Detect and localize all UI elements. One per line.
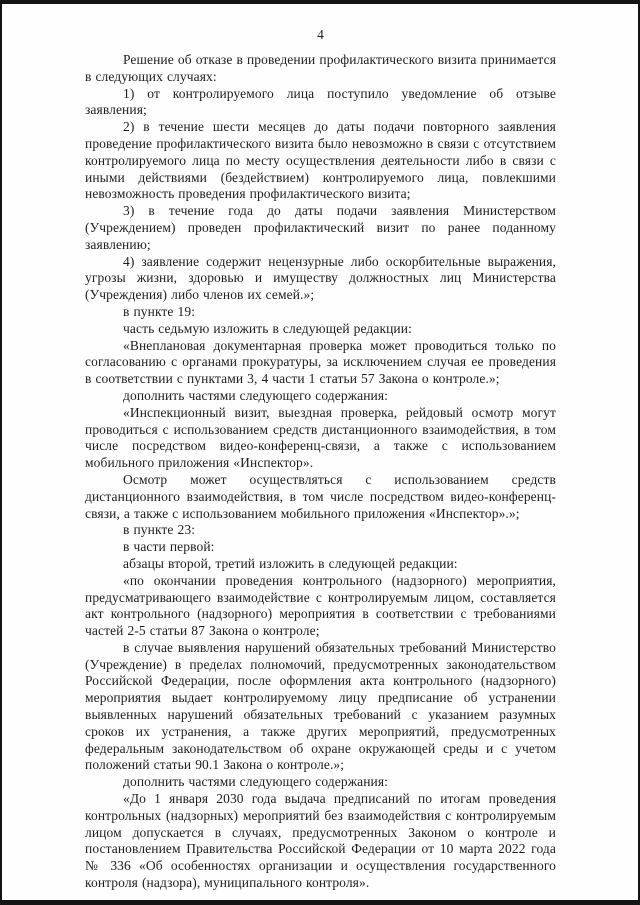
paragraph: «Внеплановая документарная проверка может проводиться только по согласованию с органами прокуратуры, за исключением случая ее проведения в соответствии с пунктами 3, 4 части 1 статьи 57 Закона о контроле.»; — [85, 337, 556, 387]
paragraph: «До 1 января 2030 года выдача предписаний по итогам проведения контрольных (надзорных) мероприятий без взаимодействия с контролируемым лицом допускается в случаях, предусмотренных Законом о контроле и постановлением Правительства Российской Федерации от 10 марта 2022 года № 336 «Об особенностях организации и осуществления государственного контроля (надзора), муниципального контроля». — [85, 791, 556, 891]
paragraph: дополнить частями следующего содержания: — [123, 774, 389, 790]
paragraph: 1) от контролируемого лица поступило уведомление об отзыве заявления; — [85, 85, 556, 118]
paragraph: Осмотр может осуществляться с использованием средств дистанционного взаимодействия, в том числе посредством видео-конференц-связи, а также с использованием мобильного приложения «Инспектор».»; — [85, 471, 556, 521]
paragraph: Решение об отказе в проведении профилактического визита принимается в следующих случаях: — [85, 52, 556, 84]
paragraph: в пункте 23: — [123, 522, 196, 538]
document-content — [85, 26, 556, 892]
paragraph: в случае выявления нарушений обязательных требований Министерство (Учреждение) в пределах полномочий, предусмотренных законодательством Российской Федерации, после оформления акта контрольного (надзорного) мероприятия выдает контролируемому лицу предписание об устранении выявленных нарушений обязательных требований с указанием разумных сроков их устранения, а также других мероприятий, предусмотренных федеральным законодательством об охране окружающей среды и с учетом положений статьи 90.1 Закона о контроле.»; — [85, 639, 556, 773]
paragraph: в части первой: — [123, 539, 215, 555]
document-body — [85, 52, 556, 892]
page-number: 4 — [317, 27, 324, 42]
paragraph: абзацы второй, третий изложить в следующей редакции: — [123, 555, 458, 571]
scan-edge-bottom — [0, 900, 640, 905]
paragraph: «по окончании проведения контрольного (надзорного) мероприятия, предусматривающего взаимодействие с контролируемым лицом, составляется акт контрольного (надзорного) мероприятия в соответствии с требованиями частей 2-5 статьи 87 Закона о контроле; — [85, 572, 556, 639]
paragraph: 2) в течение шести месяцев до даты подачи повторного заявления проведение профилактического визита было невозможно в связи с отсутствием контролируемого лица по месту осуществления деятельности либо в связи с иными действиями (бездействием) контролируемого лица, повлекшими невозможность проведения профилактического визита; — [85, 119, 556, 202]
paragraph: в пункте 19: — [123, 303, 196, 319]
scan-edge-top — [0, 0, 640, 4]
paragraph: «Инспекционный визит, выездная проверка, рейдовый осмотр могут проводиться с использованием средств дистанционного взаимодействия, в том числе посредством видео-конференц-связи, а также с использованием мобильного приложения «Инспектор». — [85, 404, 556, 471]
paragraph: 4) заявление содержит нецензурные либо оскорбительные выражения, угрозы жизни, здоровью и имуществу должностных лиц Министерства (Учреждения) либо членов их семей.»; — [85, 253, 556, 303]
paragraph: 3) в течение года до даты подачи заявления Министерством (Учреждением) проведен профилактический визит по ранее поданному заявлению; — [85, 203, 556, 252]
scan-edge-left — [0, 0, 2, 905]
paragraph: дополнить частями следующего содержания: — [123, 387, 389, 403]
paragraph: часть седьмую изложить в следующей редакции: — [123, 320, 412, 336]
